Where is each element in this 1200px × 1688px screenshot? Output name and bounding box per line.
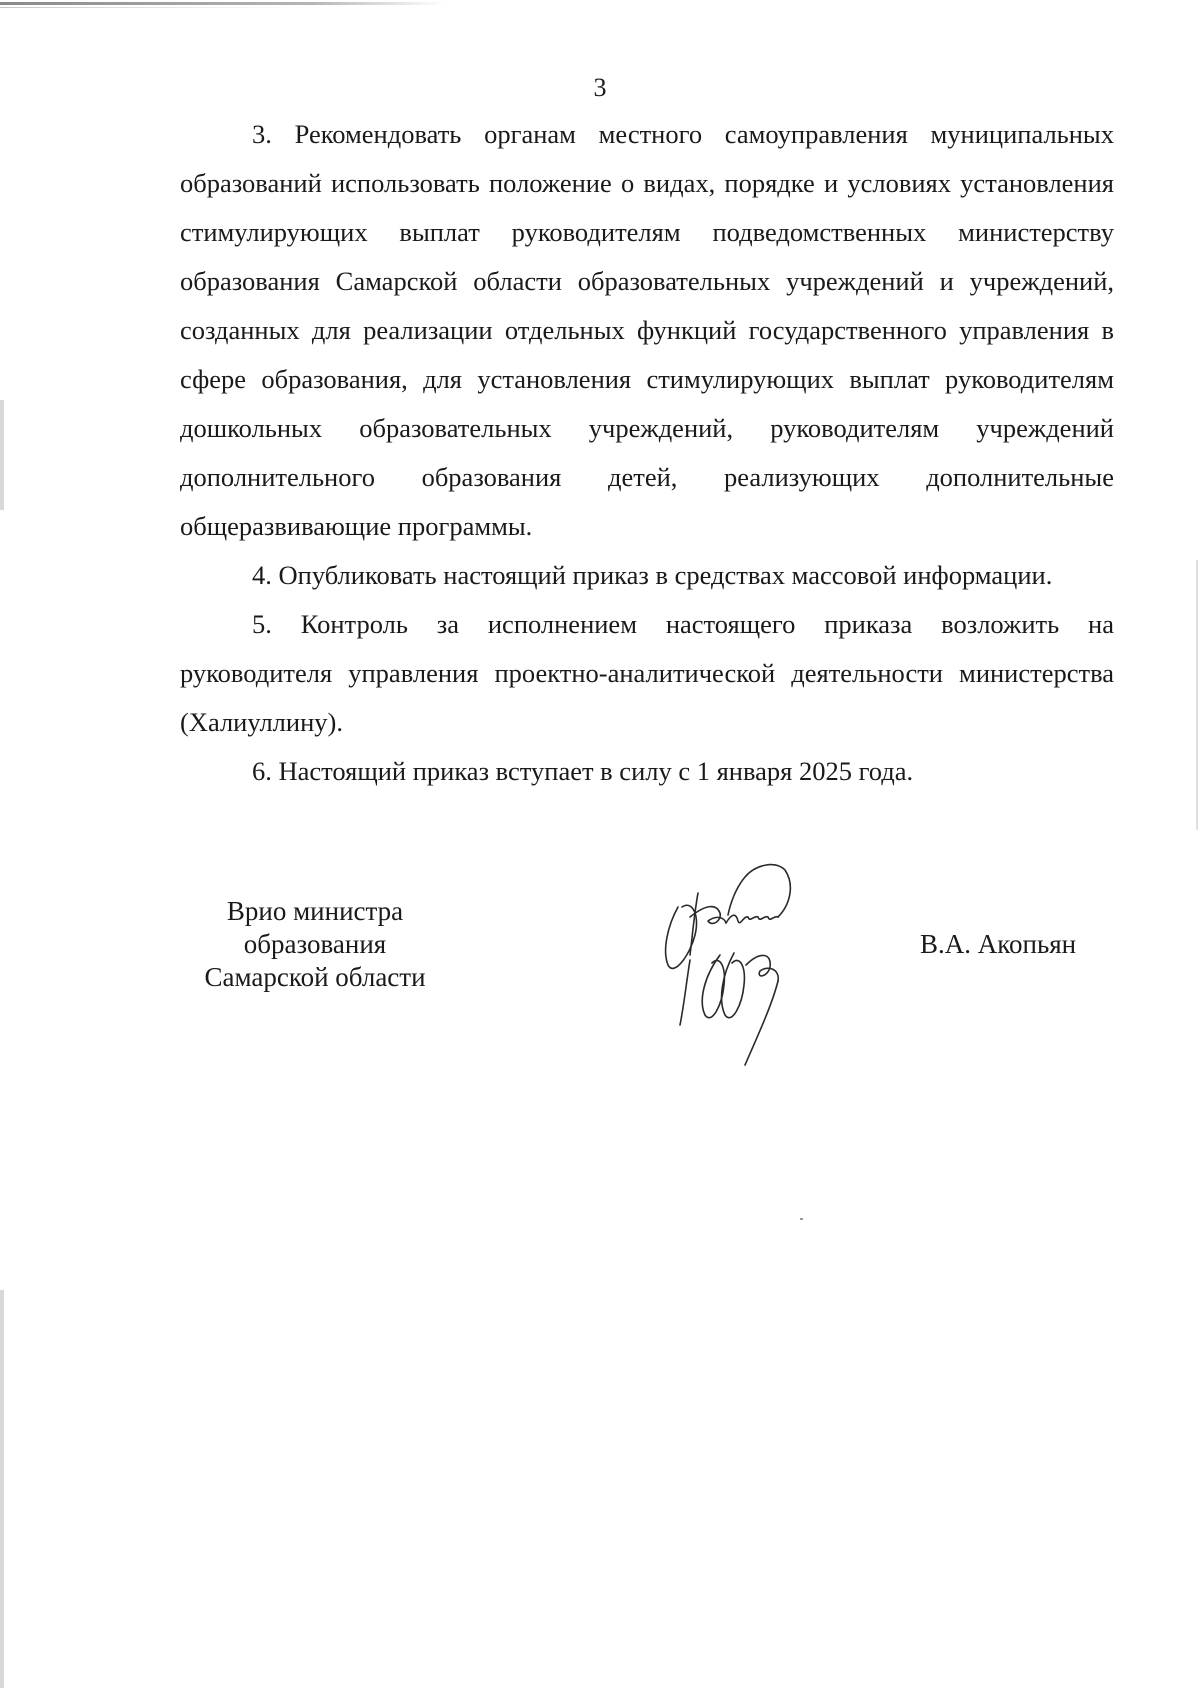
signer-position-line: Самарской области: [204, 962, 426, 992]
signer-position: [150, 895, 480, 994]
paragraph-4: 4. Опубликовать настоящий приказ в средствах массовой информации.: [252, 560, 1053, 590]
scan-edge-left: [0, 400, 4, 510]
scan-edge-left: [0, 1290, 4, 1688]
document-body: [180, 110, 1114, 796]
scan-edge-right: [1196, 560, 1198, 830]
paragraph-3: 3. Рекомендовать органам местного самоуправления муниципальных образований использовать положение о видах, порядке и условиях установления стимулирующих выплат руководителям подведомственных министерству образования Самарской области образовательных учреждений и учреждений, созданных для реализации отдельных функций государственного управления в сфере образования, для установления стимулирующих выплат руководителям дошкольных образовательных учреждений, руководителям учреждений дополнительного образования детей, реализующих дополнительные общеразвивающие программы.: [180, 119, 1114, 541]
handwritten-signature: [650, 855, 850, 1080]
signer-position-line: Врио министра: [226, 896, 404, 926]
signer-name: В.А. Акопьян: [920, 929, 1077, 959]
page-number: 3: [593, 73, 607, 102]
scan-artifact-top: [0, 2, 445, 5]
signer-position-line: образования: [243, 929, 387, 959]
paragraph-6: 6. Настоящий приказ вступает в силу с 1 января 2025 года.: [252, 756, 914, 786]
scan-speck: [800, 1218, 803, 1220]
paragraph-5: 5. Контроль за исполнением настоящего приказа возложить на руководителя управления проектно-аналитической деятельности министерства (Халиуллину).: [180, 609, 1114, 737]
scan-artifact-top-faint: [0, 7, 300, 8]
